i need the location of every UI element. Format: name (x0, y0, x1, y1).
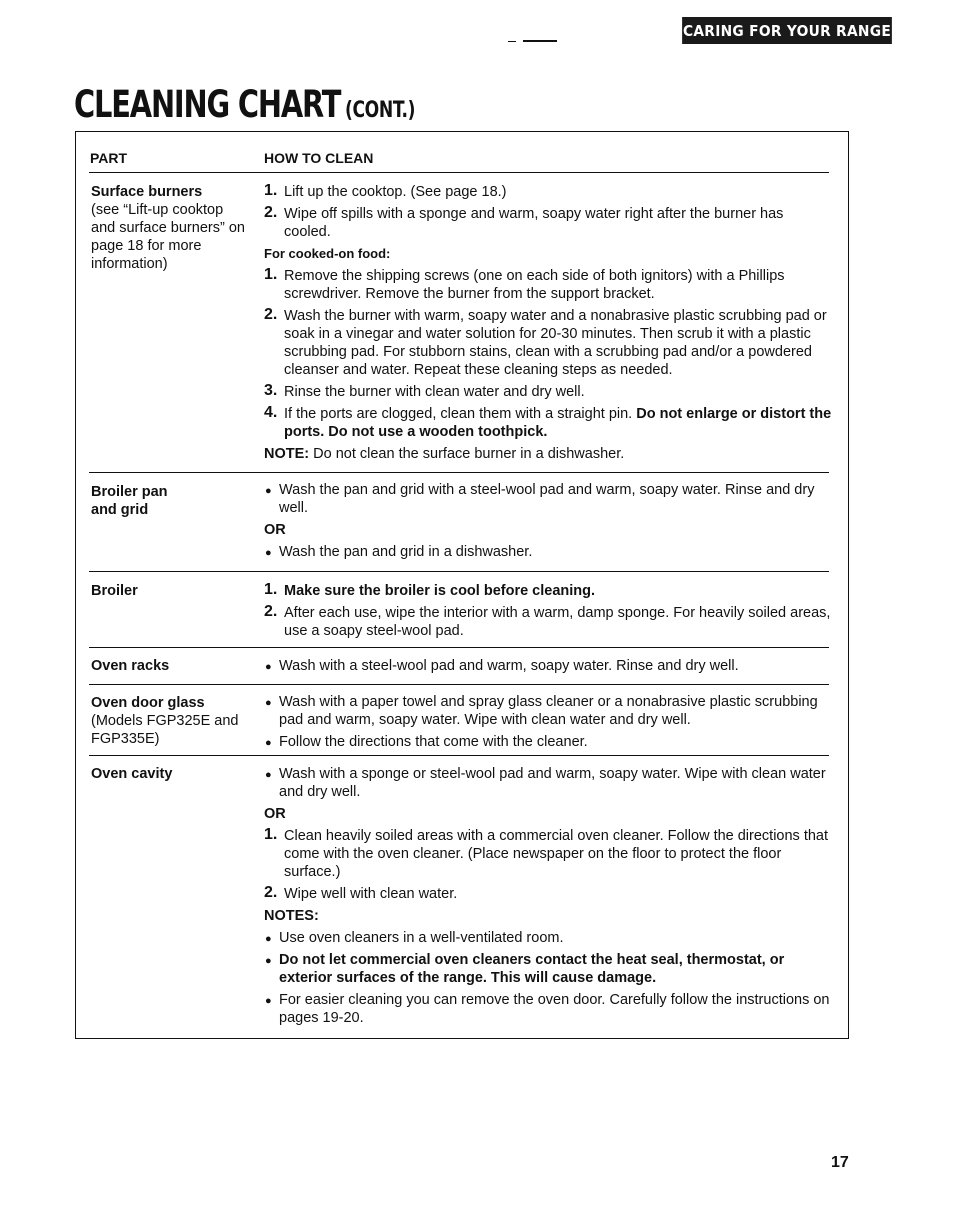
bullet-item (264, 991, 834, 1027)
page-title (74, 83, 416, 126)
bullet-icon: ● (265, 933, 272, 945)
note-label: NOTE: (264, 446, 310, 462)
step-number: 1. (264, 266, 278, 283)
bullet-icon: ● (265, 737, 272, 749)
step-number: 4. (264, 404, 278, 421)
subheading: For cooked-on food: (264, 246, 391, 261)
or-separator: OR (264, 522, 286, 538)
step-text: Rinse the burner with clean water and dry well. (284, 384, 585, 400)
part-name: Oven door glass (91, 695, 205, 711)
column-header-part: PART (90, 150, 128, 166)
bullet-text: Do not let commercial oven cleaners contact the heat seal, thermostat, or exterior surfaces of the range. This will cause damage. (279, 952, 785, 986)
bullet-icon: ● (265, 955, 272, 967)
bullet-text: Wash the pan and grid in a dishwasher. (279, 544, 533, 560)
bullet-icon: ● (265, 697, 272, 709)
step-number: 3. (264, 382, 278, 399)
bullet-item (264, 929, 834, 947)
bullet-item (264, 481, 834, 517)
bullet-text: Wash with a sponge or steel-wool pad and warm, soapy water. Wipe with clean water and dry well. (279, 766, 826, 800)
row-divider (89, 571, 829, 572)
part-cell (91, 657, 251, 675)
step-text: Remove the shipping screws (one on each side of both ignitors) with a Phillips screwdriver. Remove the burner from the support bracket. (284, 268, 785, 302)
row-divider (89, 684, 829, 685)
bullet-icon: ● (265, 485, 272, 497)
part-name: Oven cavity (91, 766, 173, 782)
bullet-item (264, 765, 834, 801)
step-item (264, 405, 834, 441)
step-text: Wipe off spills with a sponge and warm, soapy water right after the burner has cooled. (284, 206, 784, 240)
column-header-how-to-clean: HOW TO CLEAN (264, 150, 374, 166)
how-to-clean-cell (264, 657, 834, 679)
or-separator: OR (264, 806, 286, 822)
part-cell (91, 483, 191, 519)
row-divider (89, 472, 829, 473)
page-number: 17 (831, 1154, 849, 1171)
step-item (264, 582, 834, 600)
step-number: 2. (264, 306, 278, 323)
row-divider (89, 755, 829, 756)
bullet-item (264, 543, 834, 561)
how-to-clean-cell (264, 481, 834, 565)
part-cell (91, 582, 251, 600)
bullet-text: Wash the pan and grid with a steel-wool pad and warm, soapy water. Rinse and dry well. (279, 482, 815, 516)
step-number: 2. (264, 204, 278, 221)
step-text: Clean heavily soiled areas with a commercial oven cleaner. Follow the directions that come with the oven cleaner. (Place newspaper on the floor to protect the floor surface.) (284, 828, 829, 880)
part-name: Surface burners (91, 184, 203, 200)
step-item (264, 604, 834, 640)
notes-label: NOTES: (264, 908, 319, 924)
step-item (264, 307, 834, 379)
step-item (264, 827, 834, 881)
part-cell (91, 694, 251, 748)
bullet-text: Follow the directions that come with the cleaner. (279, 734, 588, 750)
step-item (264, 267, 834, 303)
step-text: Make sure the broiler is cool before cleaning. (284, 583, 596, 599)
step-text: Lift up the cooktop. (See page 18.) (284, 184, 507, 200)
how-to-clean-cell (264, 765, 834, 1031)
how-to-clean-cell (264, 183, 834, 463)
bullet-text: Use oven cleaners in a well-ventilated room. (279, 930, 564, 946)
bullet-text: For easier cleaning you can remove the oven door. Carefully follow the instructions on pages 19-20. (279, 992, 830, 1026)
bullet-item (264, 693, 834, 729)
bullet-icon: ● (265, 995, 272, 1007)
title-main: CLEANING CHART (74, 83, 341, 126)
step-number: 1. (264, 581, 278, 598)
title-sub: (CONT.) (344, 98, 416, 123)
step-text: If the ports are clogged, clean them with a straight pin. (284, 406, 633, 422)
note-text: Do not clean the surface burner in a dishwasher. (313, 446, 625, 462)
how-to-clean-cell (264, 693, 834, 755)
part-name: Broiler (91, 583, 138, 599)
part-name: Broiler pan and grid (91, 484, 168, 518)
scan-mark (523, 40, 557, 42)
step-item (264, 183, 834, 201)
bullet-icon: ● (265, 769, 272, 781)
bullet-item (264, 733, 834, 751)
part-cell (91, 765, 251, 783)
step-text: Wash the burner with warm, soapy water and a nonabrasive plastic scrubbing pad or soak in a vinegar and water solution for 20-30 minutes. Then scrub it with a plastic scrubbing pad. For stubborn stains, clean with a scrubbing pad and/or a powdered cleanser and water. Repeat these cleaning steps as needed. (284, 308, 827, 378)
step-item (264, 205, 834, 241)
part-name: Oven racks (91, 658, 170, 674)
step-number: 1. (264, 182, 278, 199)
bullet-text: Wash with a steel-wool pad and warm, soapy water. Rinse and dry well. (279, 658, 739, 674)
bullet-item (264, 951, 834, 987)
bullet-item (264, 657, 834, 675)
note (264, 445, 834, 463)
header-divider (89, 172, 829, 173)
section-banner: CARING FOR YOUR RANGE (682, 17, 892, 44)
part-note: (see “Lift-up cooktop and surface burners” on page 18 for more information) (91, 202, 245, 272)
step-item (264, 885, 834, 903)
bullet-icon: ● (265, 661, 272, 673)
step-number: 2. (264, 884, 278, 901)
step-text: After each use, wipe the interior with a warm, damp sponge. For heavily soiled areas, use a soapy steel-wool pad. (284, 605, 831, 639)
part-cell (91, 183, 251, 273)
step-number: 2. (264, 603, 278, 620)
step-text: Wipe well with clean water. (284, 886, 458, 902)
how-to-clean-cell (264, 582, 834, 644)
step-item (264, 383, 834, 401)
bullet-icon: ● (265, 547, 272, 559)
step-number: 1. (264, 826, 278, 843)
bullet-text: Wash with a paper towel and spray glass cleaner or a nonabrasive plastic scrubbing pad and warm, soapy water. Wipe with clean water and dry well. (279, 694, 818, 728)
row-divider (89, 647, 829, 648)
scan-mark (508, 41, 516, 42)
step-warning: Do not enlarge or distort the ports. Do not use a wooden toothpick. (284, 406, 832, 440)
part-note: (Models FGP325E and FGP335E) (91, 713, 239, 747)
